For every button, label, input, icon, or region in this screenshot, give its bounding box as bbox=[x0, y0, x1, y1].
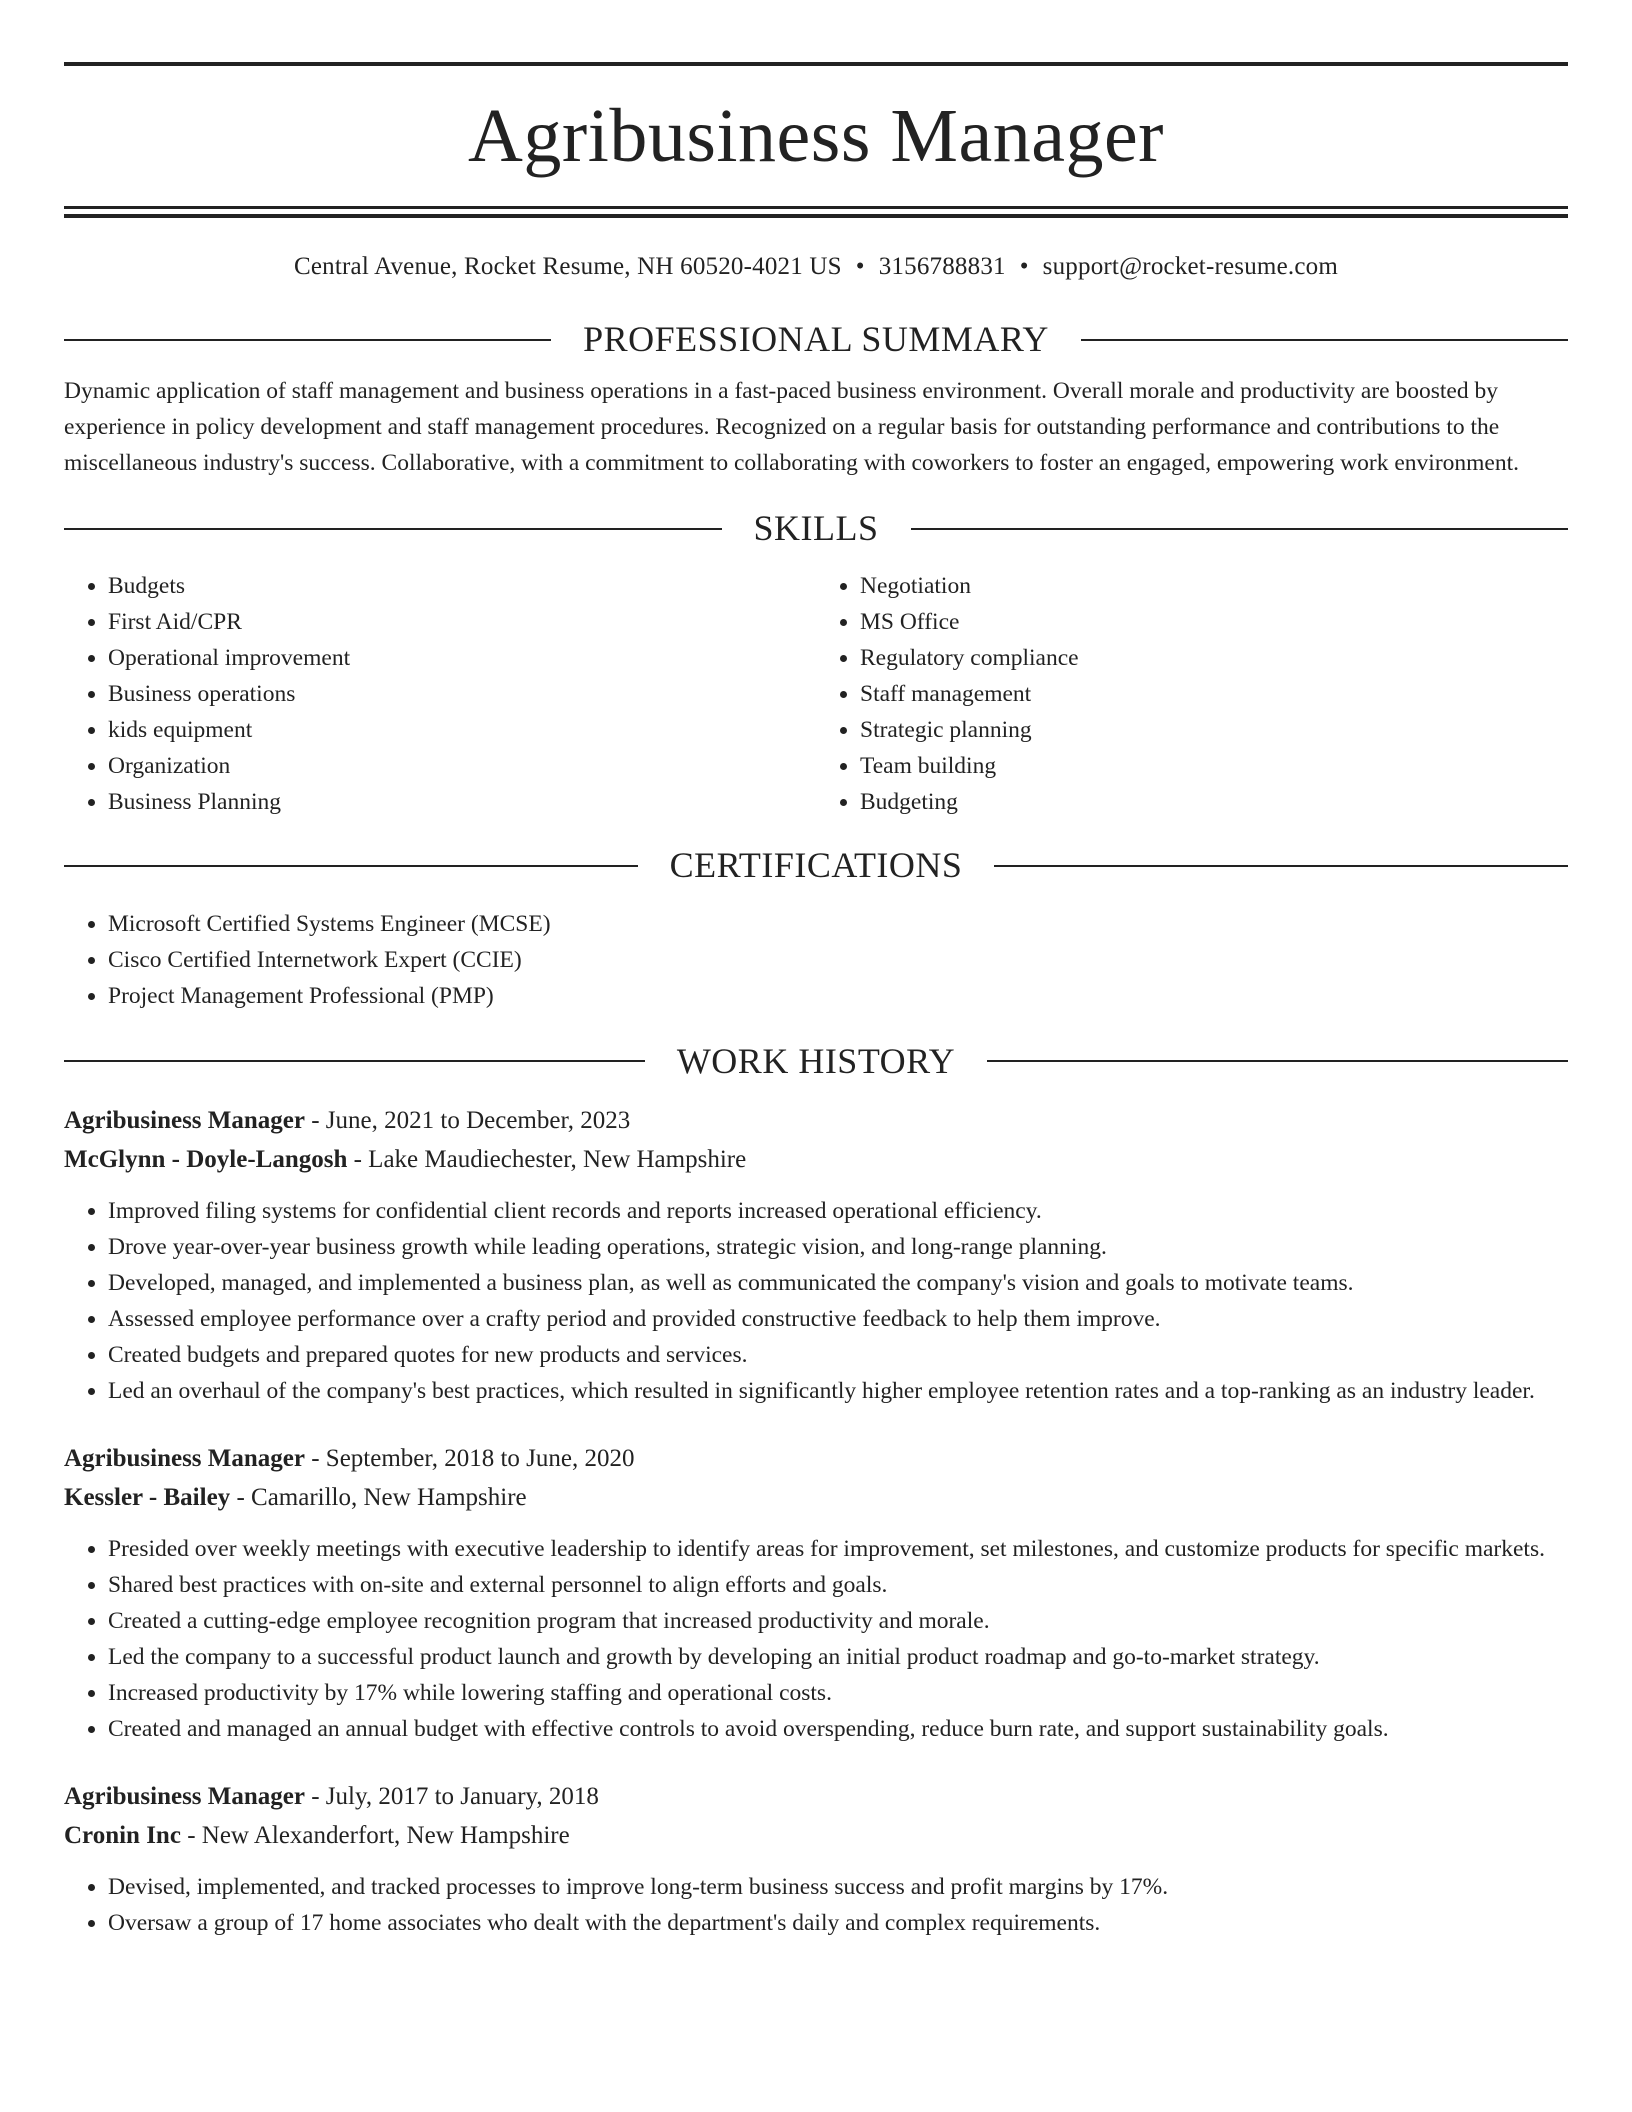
job-dates: - June, 2021 to December, 2023 bbox=[304, 1106, 631, 1134]
job-bullet: • Oversaw a group of 17 home associates who dealt with the department's daily and complex requirements. bbox=[108, 1905, 1568, 1941]
heading-rule-right bbox=[987, 1060, 1568, 1062]
certifications-list bbox=[64, 906, 1568, 1014]
skill-item: • Budgeting bbox=[860, 784, 1568, 820]
job-bullet: • Led the company to a successful product launch and growth by developing an initial product roadmap and go-to-market strategy. bbox=[108, 1639, 1568, 1675]
job-company-line bbox=[64, 1140, 1568, 1179]
job-entry bbox=[64, 1439, 1568, 1747]
job-location: - Lake Maudiechester, New Hampshire bbox=[347, 1145, 747, 1173]
job-bullet: • Developed, managed, and implemented a business plan, as well as communicated the company's vision and goals to motivate teams. bbox=[108, 1265, 1568, 1301]
skills-heading-title: SKILLS bbox=[753, 508, 879, 549]
summary-text: Dynamic application of staff management and business operations in a fast-paced business environment. Overall morale and productivity are boosted by experience in policy development and staff management procedures. Recognized on a regular basis for outstanding performance and contributions to the miscellaneous industry's success. Collaborative, with a commitment to collaborating with coworkers to foster an engaged, empowering work environment. bbox=[64, 378, 1520, 477]
contact-phone: 3156788831 bbox=[878, 253, 1006, 280]
contact-separator: • bbox=[1019, 253, 1029, 280]
heading-rule-left bbox=[64, 528, 722, 530]
job-bullets bbox=[64, 1193, 1568, 1409]
job-location: - New Alexanderfort, New Hampshire bbox=[180, 1821, 570, 1849]
heading-rule-left bbox=[64, 865, 638, 867]
job-bullet: • Created a cutting-edge employee recognition program that increased productivity and morale. bbox=[108, 1603, 1568, 1639]
job-title: Agribusiness Manager bbox=[64, 1106, 305, 1134]
job-entry bbox=[64, 1777, 1568, 1941]
heading-rule-left bbox=[64, 1060, 645, 1062]
contact-line bbox=[64, 252, 1568, 282]
job-dates: - July, 2017 to January, 2018 bbox=[304, 1782, 599, 1810]
job-title-line bbox=[64, 1777, 1568, 1816]
job-title-line bbox=[64, 1439, 1568, 1478]
skill-item: • First Aid/CPR bbox=[108, 604, 816, 640]
job-company-line bbox=[64, 1816, 1568, 1855]
work-heading bbox=[64, 1040, 1568, 1083]
contact-address: Central Avenue, Rocket Resume, NH 60520-4021 US bbox=[294, 253, 842, 280]
contact-separator: • bbox=[855, 253, 865, 280]
job-title-line bbox=[64, 1101, 1568, 1140]
skill-item: • Regulatory compliance bbox=[860, 640, 1568, 676]
top-rule bbox=[64, 62, 1568, 66]
job-company: Kessler - Bailey bbox=[64, 1483, 231, 1511]
job-company: McGlynn - Doyle-Langosh bbox=[64, 1145, 348, 1173]
double-rule bbox=[64, 206, 1568, 218]
job-bullet: • Presided over weekly meetings with executive leadership to identify areas for improvement, set milestones, and customize products for specific markets. bbox=[108, 1531, 1568, 1567]
job-bullet: • Improved filing systems for confidential client records and reports increased operational efficiency. bbox=[108, 1193, 1568, 1229]
skills-list-right bbox=[816, 568, 1568, 820]
skills-list-left bbox=[64, 568, 816, 820]
job-bullet: • Created and managed an annual budget with effective controls to avoid overspending, reduce burn rate, and support sustainability goals. bbox=[108, 1711, 1568, 1747]
job-company: Cronin Inc bbox=[64, 1821, 181, 1849]
heading-rule-left bbox=[64, 339, 551, 341]
skills-heading bbox=[64, 507, 1568, 550]
job-entry bbox=[64, 1101, 1568, 1409]
job-bullet: • Devised, implemented, and tracked processes to improve long-term business success and profit margins by 17%. bbox=[108, 1869, 1568, 1905]
job-company-line bbox=[64, 1478, 1568, 1517]
skill-item: • Business operations bbox=[108, 676, 816, 712]
certification-item: • Project Management Professional (PMP) bbox=[108, 978, 1568, 1014]
job-bullet: • Shared best practices with on-site and external personnel to align efforts and goals. bbox=[108, 1567, 1568, 1603]
heading-rule-right bbox=[911, 528, 1569, 530]
summary-heading-title: PROFESSIONAL SUMMARY bbox=[583, 319, 1049, 359]
skill-item: • Operational improvement bbox=[108, 640, 816, 676]
job-bullet: • Drove year-over-year business growth while leading operations, strategic vision, and long-range planning. bbox=[108, 1229, 1568, 1265]
skill-item: • Staff management bbox=[860, 676, 1568, 712]
skill-item: • Business Planning bbox=[108, 784, 816, 820]
work-heading-title: WORK HISTORY bbox=[676, 1040, 956, 1081]
job-location: - Camarillo, New Hampshire bbox=[230, 1483, 527, 1511]
heading-rule-right bbox=[994, 865, 1568, 867]
job-bullet: • Assessed employee performance over a crafty period and provided constructive feedback to help them improve. bbox=[108, 1301, 1568, 1337]
job-bullets bbox=[64, 1869, 1568, 1941]
skill-item: • Budgets bbox=[108, 568, 816, 604]
skill-item: • Negotiation bbox=[860, 568, 1568, 604]
candidate-name: Agribusiness Manager bbox=[468, 94, 1164, 178]
job-bullet: • Led an overhaul of the company's best practices, which resulted in significantly higher employee retention rates and a top-ranking as an industry leader. bbox=[108, 1373, 1568, 1409]
summary-heading bbox=[64, 318, 1568, 361]
skill-item: • Strategic planning bbox=[860, 712, 1568, 748]
skill-item: • MS Office bbox=[860, 604, 1568, 640]
job-title: Agribusiness Manager bbox=[64, 1782, 305, 1810]
certification-item: • Cisco Certified Internetwork Expert (CCIE) bbox=[108, 942, 1568, 978]
certifications-heading-title: CERTIFICATIONS bbox=[669, 845, 963, 886]
certification-item: • Microsoft Certified Systems Engineer (MCSE) bbox=[108, 906, 1568, 942]
heading-rule-right bbox=[1081, 339, 1568, 341]
skill-item: • kids equipment bbox=[108, 712, 816, 748]
work-history-list bbox=[64, 1101, 1568, 1941]
job-bullets bbox=[64, 1531, 1568, 1747]
contact-email: support@rocket-resume.com bbox=[1042, 253, 1338, 280]
skill-item: • Organization bbox=[108, 748, 816, 784]
job-bullet: • Created budgets and prepared quotes for new products and services. bbox=[108, 1337, 1568, 1373]
job-bullet: • Increased productivity by 17% while lowering staffing and operational costs. bbox=[108, 1675, 1568, 1711]
skill-item: • Team building bbox=[860, 748, 1568, 784]
job-title: Agribusiness Manager bbox=[64, 1444, 305, 1472]
certifications-heading bbox=[64, 844, 1568, 887]
skills-columns bbox=[64, 568, 1568, 820]
job-dates: - September, 2018 to June, 2020 bbox=[304, 1444, 635, 1472]
